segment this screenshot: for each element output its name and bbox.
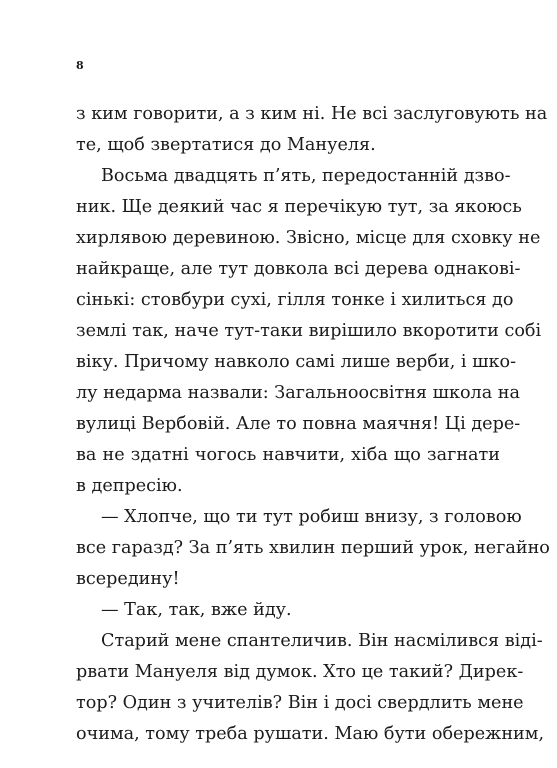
text-line: сінькі: стовбури сухі, гілля тонке і хилиться до: [76, 290, 514, 310]
text-line: ник. Ще деякий час я перечікую тут, за якоюсь: [76, 197, 522, 217]
text-line: те, щоб звертатися до Мануеля.: [76, 135, 376, 155]
text-line: ва не здатні чогось навчити, хіба що загнати: [76, 445, 500, 465]
text-line: тор? Один з учителів? Він і досі свердлить мене: [76, 693, 524, 713]
text-line: всередину!: [76, 569, 180, 589]
page-number: 8: [76, 59, 84, 72]
text-line: хирлявою деревиною. Звісно, місце для сховку не: [76, 228, 541, 248]
text-line: Восьма двадцять п’ять, передостанній дзво-: [101, 166, 511, 186]
text-line: — Хлопче, що ти тут робиш внизу, з головою: [101, 507, 522, 527]
text-line: рвати Мануеля від думок. Хто це такий? Дирек-: [76, 662, 524, 682]
text-line: найкраще, але тут довкола всі дерева однакові-: [76, 259, 521, 279]
text-line: лу недарма назвали: Загальноосвітня школа на: [76, 383, 521, 403]
text-line: Старий мене спантеличив. Він насмілився віді-: [101, 631, 543, 651]
text-line: в депресію.: [76, 476, 183, 496]
text-line: землі так, наче тут-таки вирішило вкоротити собі: [76, 321, 542, 341]
text-line: очима, тому треба рушати. Маю бути обережним,: [76, 724, 545, 744]
text-line: віку. Причому навколо самі лише верби, і шко-: [76, 352, 517, 372]
text-line: вулиці Вербовій. Але то повна маячня! Ці дере-: [76, 414, 521, 434]
text-line: з ким говорити, а з ким ні. Не всі заслуговують на: [76, 104, 548, 124]
text-line: все гаразд? За п’ять хвилин перший урок, негайно: [76, 538, 550, 558]
text-line: — Так, так, вже йду.: [101, 600, 292, 620]
